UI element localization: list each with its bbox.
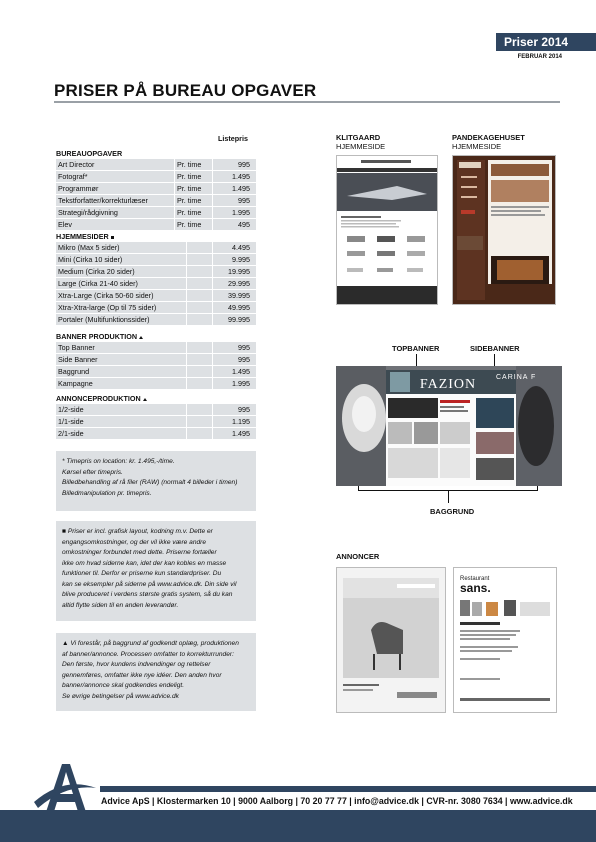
note-line: Billedbehandling af rå filer (RAW) (normalt 4 billeder i timen) [62, 479, 238, 486]
price-row [56, 354, 256, 366]
price-value: 995 [213, 404, 256, 415]
annoncer-label: ANNONCER [336, 552, 380, 561]
price-section [56, 394, 256, 440]
note-line: blive produceret i verdens største gratis system, så du kan [62, 591, 233, 598]
footer-rule [100, 786, 596, 792]
price-unit [187, 314, 212, 325]
note-banner [56, 633, 256, 711]
service-name: Programmør [56, 183, 174, 194]
issue-date: FEBRUAR 2014 [517, 54, 562, 60]
price-unit: Pr. time [175, 183, 212, 194]
price-section-title [56, 394, 256, 404]
price-section-title [56, 332, 256, 342]
price-unit [187, 302, 212, 313]
price-section-title [56, 232, 256, 242]
price-row [56, 366, 256, 378]
price-unit [187, 242, 212, 253]
price-row [56, 428, 256, 440]
section-title-text: BANNER PRODUKTION [56, 332, 138, 341]
price-unit [187, 342, 212, 353]
note-line: Kørsel efter timepris. [62, 468, 123, 476]
price-value: 1.495 [213, 183, 256, 194]
wegner-ad-thumbnail [336, 567, 446, 713]
service-name: Baggrund [56, 366, 186, 377]
service-name: Tekstforfatter/korrekturlæser [56, 195, 174, 206]
service-name: Mini (Cirka 10 sider) [56, 254, 186, 265]
triangle-marker-icon [143, 398, 147, 401]
price-row [56, 266, 256, 278]
service-name: Kampagne [56, 378, 186, 389]
note-line: funktioner til. Derfor er priserne kun standardpriser. Du [62, 570, 222, 577]
service-name: Xtra-Large (Cirka 50-60 sider) [56, 290, 186, 301]
price-value: 1.495 [213, 428, 256, 439]
price-value: 1.995 [213, 378, 256, 389]
price-row [56, 416, 256, 428]
topbanner-label: TOPBANNER [392, 344, 440, 353]
pandekagehuset-website-thumbnail [452, 155, 556, 305]
fazion-logo-text: FAZION [419, 377, 477, 392]
price-unit: Pr. time [175, 219, 212, 230]
example-klitgaard-name: KLITGAARD [336, 133, 381, 142]
price-value: 1.495 [213, 171, 256, 182]
note-line: ikke om hvad siderne kan, idet der kan kobles en masse [62, 559, 227, 567]
price-value: 1.995 [213, 207, 256, 218]
service-name: 2/1-side [56, 428, 186, 439]
price-value: 995 [213, 342, 256, 353]
sidebanner-label: SIDEBANNER [470, 344, 520, 353]
baggrund-pointer [448, 491, 449, 503]
price-value: 4.495 [213, 242, 256, 253]
price-row [56, 342, 256, 354]
price-row [56, 242, 256, 254]
price-unit: Pr. time [175, 207, 212, 218]
price-row [56, 207, 256, 219]
price-row [56, 302, 256, 314]
price-unit: Pr. time [175, 159, 212, 170]
page-title: PRISER PÅ BUREAU OPGAVER [54, 81, 317, 100]
price-value: 1.495 [213, 366, 256, 377]
service-name: Large (Cirka 21-40 sider) [56, 278, 186, 289]
square-marker-icon [111, 236, 114, 239]
price-value: 9.995 [213, 254, 256, 265]
price-row [56, 195, 256, 207]
note-line: altid flytte siden til en anden leverandør. [62, 601, 179, 609]
price-unit [187, 378, 212, 389]
service-name: 1/1-side [56, 416, 186, 427]
section-title-text: ANNONCEPRODUKTION [56, 394, 141, 403]
price-row [56, 183, 256, 195]
sans-restaurant-label: Restaurant [460, 576, 490, 582]
service-name: Art Director [56, 159, 174, 170]
footer-contact: Advice ApS | Klostermarken 10 | 9000 Aalborg | 70 20 77 77 | info@advice.dk | CVR-nr. 3080 7634 | www.advice.dk [101, 796, 573, 806]
title-divider [54, 101, 560, 103]
price-row [56, 171, 256, 183]
note-line: kan se eksempler på siderne på www.advice.dk. Din side vil [62, 580, 237, 588]
carina-banner-text: CARINA F [496, 374, 537, 381]
note-line: Se øvrige betingelser på www.advice.dk [62, 692, 179, 700]
section-title-text: HJEMMESIDER [56, 232, 109, 241]
note-line: ▲ Vi forestår, på baggrund af godkendt oplæg, produktionen [62, 640, 239, 647]
note-line: ■ Priser er incl. grafisk layout, kodning m.v. Dette er [62, 528, 213, 535]
sans-restaurant-ad-thumbnail [453, 567, 557, 713]
section-title-text: BUREAUOPGAVER [56, 149, 123, 158]
baggrund-label: BAGGRUND [430, 507, 475, 516]
price-value: 995 [213, 159, 256, 170]
example-pandekage-name: PANDEKAGEHUSET [452, 133, 525, 142]
price-value: 995 [213, 354, 256, 365]
price-row [56, 254, 256, 266]
price-unit [187, 354, 212, 365]
price-unit [187, 366, 212, 377]
service-name: Elev [56, 219, 174, 230]
price-value: 99.995 [213, 314, 256, 325]
price-value: 29.995 [213, 278, 256, 289]
price-value: 39.995 [213, 290, 256, 301]
price-section-title [56, 149, 256, 159]
price-value: 49.995 [213, 302, 256, 313]
note-line: Billedmanipulation pr. timepris. [62, 489, 152, 497]
note-line: engangsomkostninger, og der vil ikke være andre [62, 538, 207, 546]
price-unit [187, 428, 212, 439]
note-line: * Timepris on location: kr. 1.495,-/time. [62, 458, 175, 465]
service-name: Strategi/rådgivning [56, 207, 174, 218]
sans-logo-text: sans. [460, 581, 491, 595]
service-name: Mikro (Max 5 sider) [56, 242, 186, 253]
price-unit [187, 254, 212, 265]
service-name: Fotograf* [56, 171, 174, 182]
price-row [56, 290, 256, 302]
price-value: 995 [213, 195, 256, 206]
note-line: af banner/annonce. Processen omfatter to korrekturrunder: [62, 650, 234, 658]
price-value: 495 [213, 219, 256, 230]
service-name: Side Banner [56, 354, 186, 365]
note-line: omkostninger forbundet med dette. Priserne fortæller [62, 549, 217, 556]
price-row [56, 314, 256, 326]
service-name: Medium (Cirka 20 sider) [56, 266, 186, 277]
price-year-badge: Priser 2014 [496, 33, 596, 51]
example-pandekage-type: HJEMMESIDE [452, 142, 502, 151]
footer-bar [0, 810, 596, 842]
price-row [56, 404, 256, 416]
price-row [56, 219, 256, 231]
price-unit: Pr. time [175, 171, 212, 182]
service-name: Top Banner [56, 342, 186, 353]
triangle-marker-icon [139, 336, 143, 339]
price-unit [187, 290, 212, 301]
example-klitgaard-type: HJEMMESIDE [336, 142, 386, 151]
service-name: Xtra-Xtra-large (Op til 75 sider) [56, 302, 186, 313]
price-section [56, 232, 256, 326]
price-row [56, 159, 256, 171]
price-column-header: Listepris [218, 134, 248, 143]
price-unit [187, 266, 212, 277]
note-line: banner/annonce skal godkendes endeligt. [62, 682, 185, 689]
banner-example-image [336, 366, 562, 486]
price-section [56, 332, 256, 390]
service-name: 1/2-side [56, 404, 186, 415]
price-section [56, 149, 256, 231]
price-unit [187, 278, 212, 289]
note-timepris [56, 451, 256, 511]
note-line: Den første, hvor kundens indvendinger og rettelser [62, 661, 211, 668]
price-unit [187, 404, 212, 415]
price-value: 19.995 [213, 266, 256, 277]
klitgaard-website-thumbnail [336, 155, 438, 305]
price-value: 1.195 [213, 416, 256, 427]
price-row [56, 278, 256, 290]
service-name: Portaler (Multifunktionssider) [56, 314, 186, 325]
price-unit [187, 416, 212, 427]
note-hjemmesider [56, 521, 256, 621]
price-row [56, 378, 256, 390]
note-line: gennemføres, omfatter ikke nye idéer. Den anden hvor [62, 671, 222, 679]
price-unit: Pr. time [175, 195, 212, 206]
